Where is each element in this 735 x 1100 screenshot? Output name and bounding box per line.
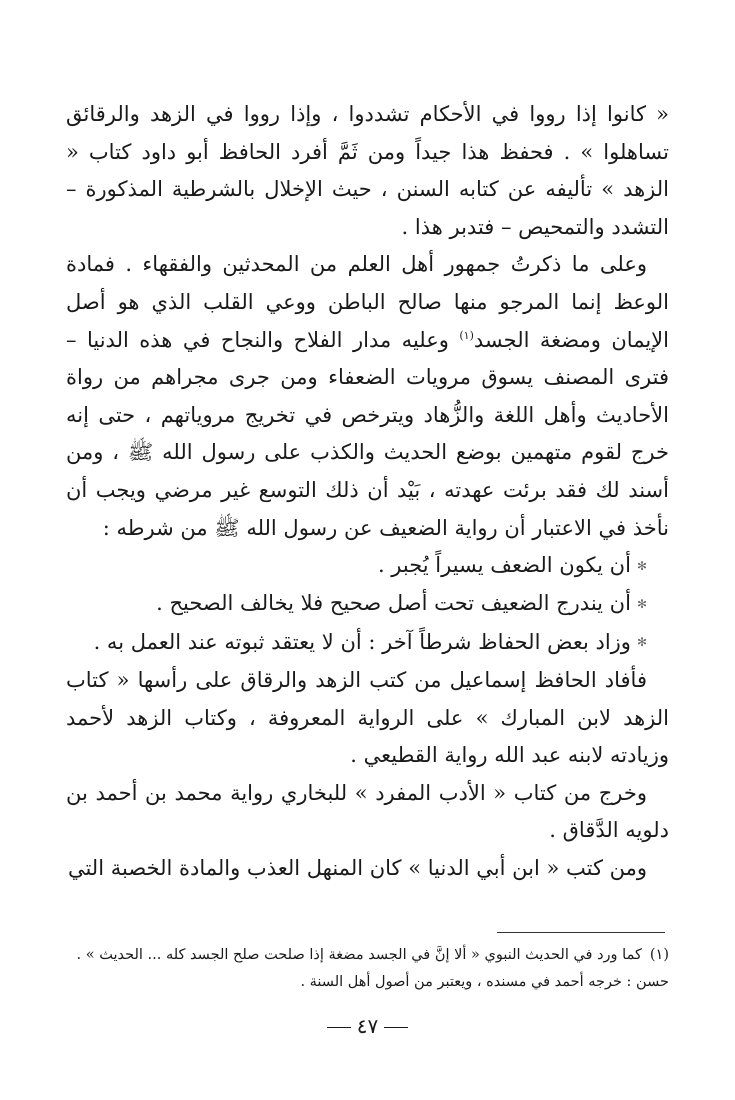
footnote-line: (١)كما ورد في الحديث النبوي « ألا إنَّ في الجسد مضغة إذا صلحت صلح الجسد كله ... الحديث » . [76,947,669,963]
main-text [66,96,669,888]
paragraph: وخرج من كتاب « الأدب المفرد » للبخاري رواية محمد بن أحمد بن دلويه الدَّقاق . [66,780,669,843]
paragraph: « كانوا إذا رووا في الأحكام تشددوا ، وإذا رووا في الزهد والرقائق تساهلوا » . فحفظ هذا جيداً ومن ثَمَّ أفرد الحافظ أبو داود كتاب « الزهد » تأليفه عن كتابه السنن ، حيث الإخلال بالشرطية المذكورة – التشدد والتمحيص – فتدبر هذا . [66,102,669,239]
paragraph: فأفاد الحافظ إسماعيل من كتب الزهد والرقاق على رأسها « كتاب الزهد لابن المبارك » على الرواية المعروفة ، وكتاب الزهد لأحمد وزيادته لابنه عبد الله رواية القطيعي . [66,668,669,768]
asterisk-icon: ✻ [636,597,647,612]
paragraph: ومن كتب « ابن أبي الدنيا » كان المنهل العذب والمادة الخصبة التي [67,855,647,880]
footnote-divider [497,932,665,933]
bullet-item: ✻وزاد بعض الحفاظ شرطاً آخر : أن لا يعتقد ثبوته عند العمل به . [93,629,647,654]
footnote-line: حسن : خرجه أحمد في مسنده ، ويعتبر من أصول أهل السنة . [300,974,669,990]
asterisk-icon: ✻ [636,558,647,573]
paragraph: وعلى ما ذكرتُ جمهور أهل العلم من المحدثين والفقهاء . فمادة الوعظ إنما المرجو منها صالح الباطن ووعي القلب الذي هو أصل الإيمان ومضغة الجسد$^{(١)}$ وعليه مدار الفلاح والنجاح في هذه الدنيا – فترى المصنف يسوق مرويات الضعفاء ومن جرى مجراهم من رواة الأحاديث وأهل اللغة والزُّهاد ويترخص في تخريج مروياتهم ، حتى إنه خرج لقوم متهمين بوضع الحديث والكذب على رسول الله ﷺ ، ومن أسند لك فقد برئت عهدته ، بَيْد أن ذلك التوسع غير مرضي ويجب أن نأخذ في الاعتبار أن رواية الضعيف عن رسول الله ﷺ من شرطه : [66,252,669,540]
asterisk-icon: ✻ [636,635,647,650]
bullet-item: ✻أن يكون الضعف يسيراً يُجبر . [377,553,647,578]
page-number: ٤٧ [0,1014,735,1038]
footnote-number: (١) [649,947,669,963]
dash-left [384,1027,408,1028]
dash-right [327,1027,351,1028]
footnote-marker: (١) [459,328,474,342]
footnotes [66,942,669,996]
bullet-item: ✻أن يندرج الضعيف تحت أصل صحيح فلا يخالف الصحيح . [156,591,647,616]
